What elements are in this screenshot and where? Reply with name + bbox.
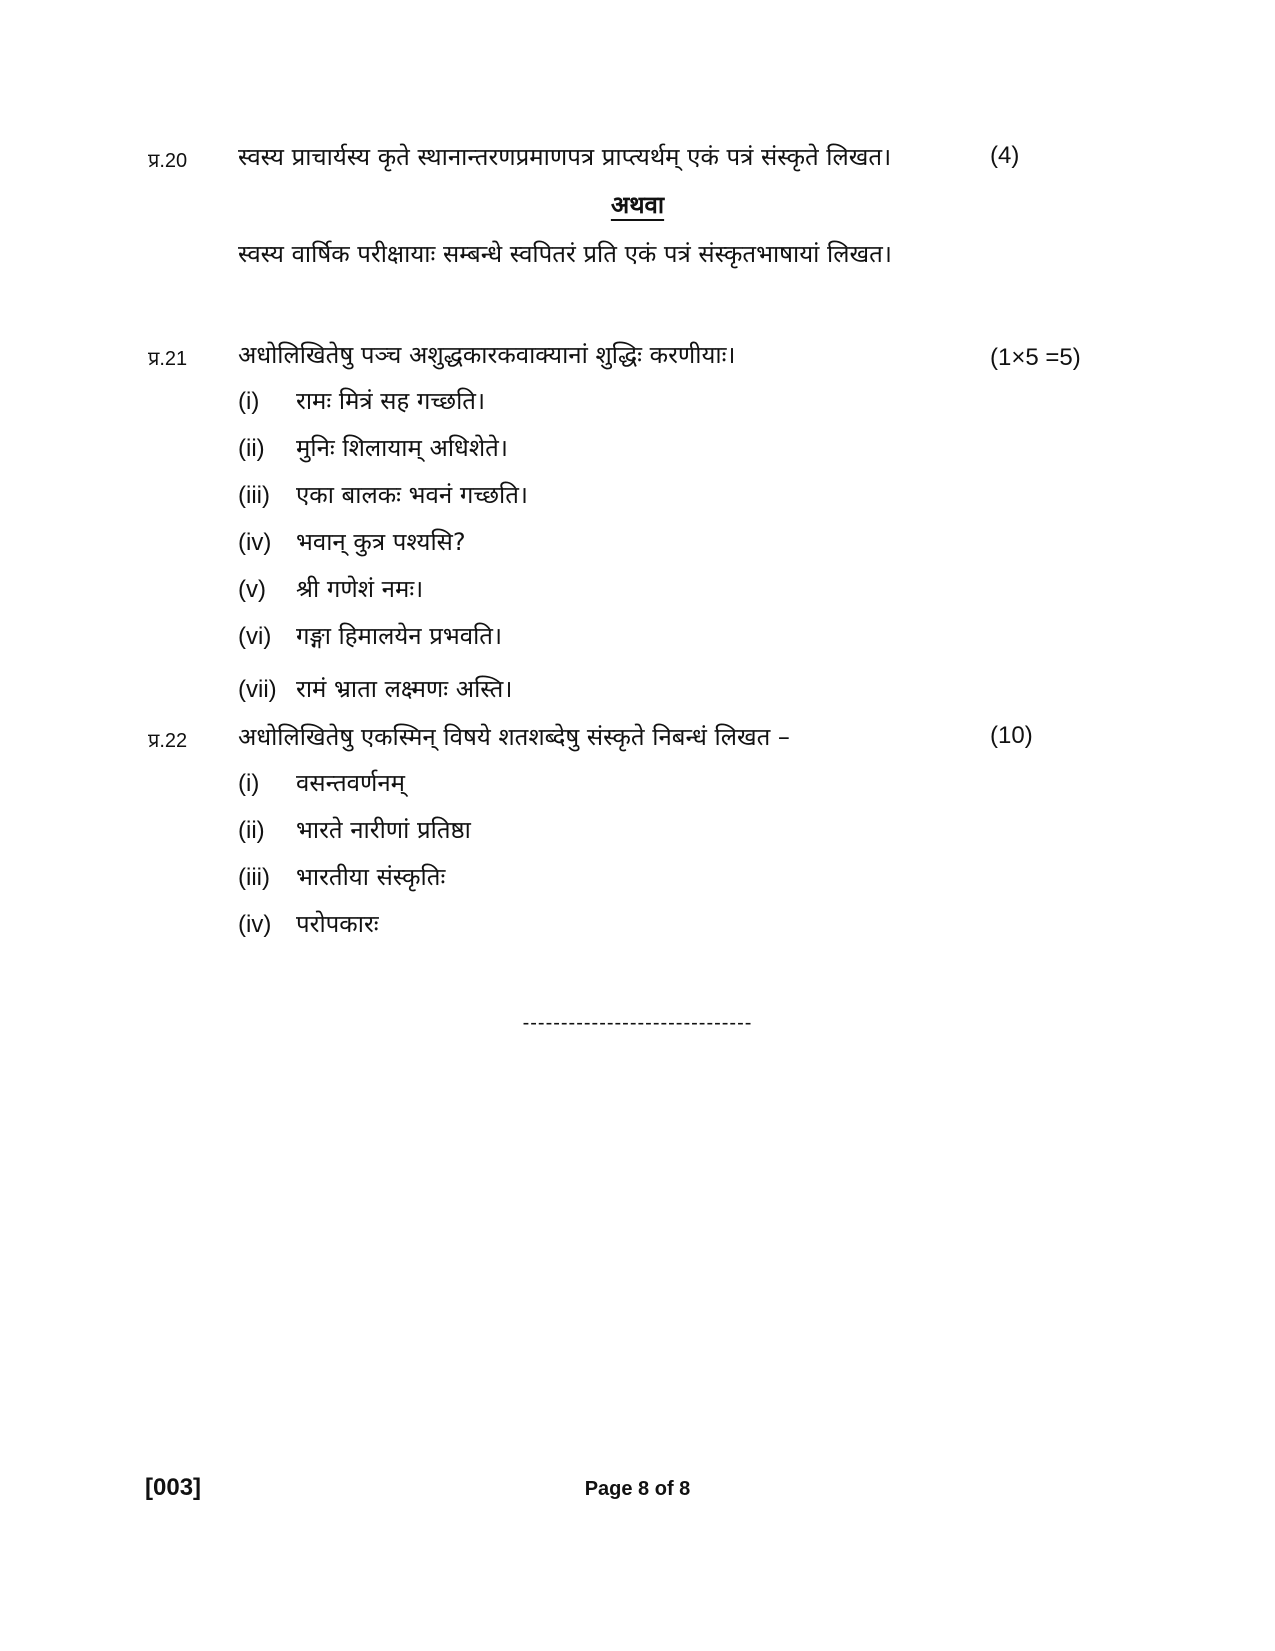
question-text: स्वस्य प्राचार्यस्य कृते स्थानान्तरणप्रमाणपत्र प्राप्त्यर्थम् एकं पत्रं संस्कृते लिखत। — [238, 143, 892, 171]
option-label: (v) — [238, 576, 266, 603]
paper-code: [003] — [145, 1474, 202, 1501]
option-label: (ii) — [238, 435, 265, 462]
list-item — [238, 766, 405, 799]
list-item — [238, 907, 379, 940]
list-item — [238, 525, 466, 558]
question-text: अधोलिखितेषु पञ्च अशुद्धकारकवाक्यानां शुद्धिः करणीयाः। — [238, 341, 736, 369]
option-text: एका बालकः भवनं गच्छति। — [296, 481, 528, 509]
option-label: (iv) — [238, 911, 272, 938]
list-item — [238, 813, 471, 846]
list-item — [238, 431, 508, 464]
question-number: प्र.22 — [148, 730, 188, 752]
option-text: मुनिः शिलायाम् अधिशेते। — [296, 434, 508, 462]
option-label: (iv) — [238, 529, 272, 556]
option-label: (vii) — [238, 676, 277, 703]
option-text: रामं भ्राता लक्ष्मणः अस्ति। — [296, 675, 513, 703]
question-number: प्र.20 — [148, 150, 188, 172]
option-text: भारतीया संस्कृतिः — [296, 863, 446, 891]
list-item — [238, 384, 485, 417]
end-divider: ------------------------------ — [522, 1012, 753, 1034]
option-label: (i) — [238, 770, 260, 797]
option-label: (vi) — [238, 623, 272, 650]
question-marks: (1×5 =5) — [990, 344, 1081, 371]
option-label: (ii) — [238, 817, 265, 844]
question-marks: (10) — [990, 722, 1033, 749]
option-label: (i) — [238, 388, 260, 415]
list-item — [238, 572, 423, 605]
option-label: (iii) — [238, 864, 270, 891]
option-text: गङ्गा हिमालयेन प्रभवति। — [296, 622, 503, 650]
list-item — [238, 478, 528, 511]
option-text: भवान् कुत्र पश्यसि? — [296, 528, 466, 556]
option-label: (iii) — [238, 482, 270, 509]
question-text: अधोलिखितेषु एकस्मिन् विषये शतशब्देषु संस्कृते निबन्धं लिखत – — [238, 723, 790, 751]
option-text: भारते नारीणां प्रतिष्ठा — [296, 816, 471, 844]
list-item — [238, 860, 445, 893]
option-text: वसन्तवर्णनम् — [296, 769, 406, 797]
question-number: प्र.21 — [148, 348, 188, 370]
option-text: परोपकारः — [296, 910, 379, 938]
question-marks: (4) — [990, 142, 1020, 169]
or-label: अथवा — [610, 191, 665, 219]
alternative-question-text: स्वस्य वार्षिक परीक्षायाः सम्बन्धे स्वपितरं प्रति एकं पत्रं संस्कृतभाषायां लिखत। — [238, 240, 892, 268]
page-number: Page 8 of 8 — [584, 1478, 691, 1500]
option-text: श्री गणेशं नमः। — [296, 575, 424, 603]
option-text: रामः मित्रं सह गच्छति। — [296, 387, 486, 415]
list-item — [238, 672, 512, 705]
list-item — [238, 619, 502, 652]
